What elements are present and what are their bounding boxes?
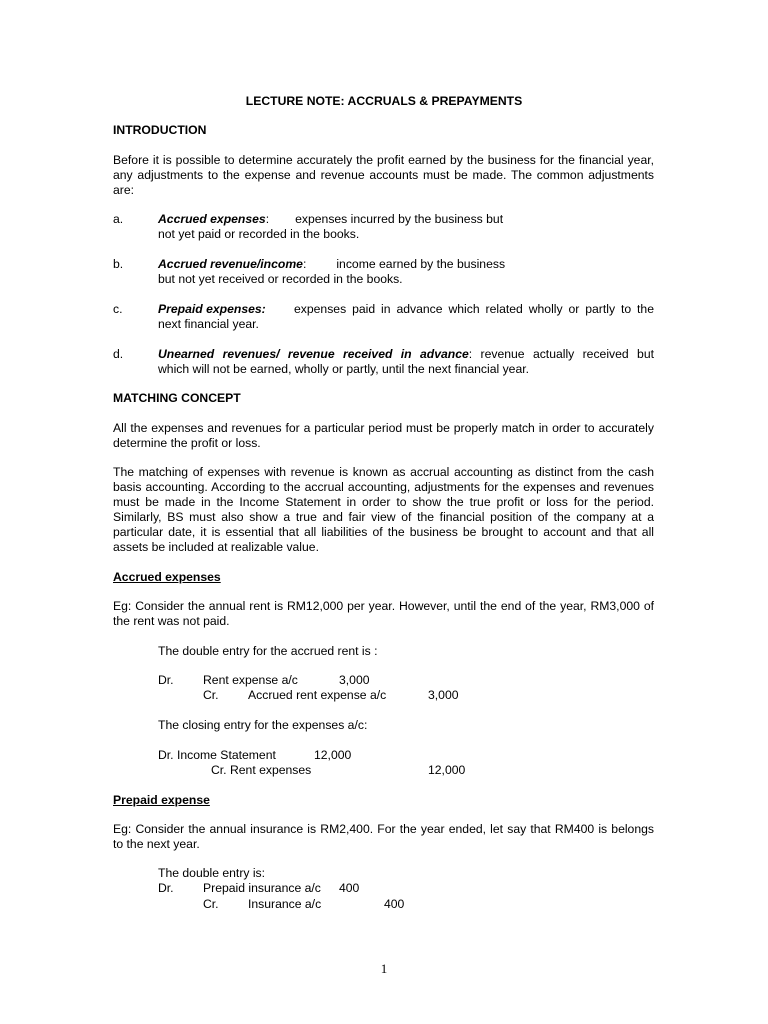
accrued-expenses-heading: Accrued expenses [113, 570, 221, 584]
list-item-accrued-revenue [158, 257, 654, 287]
accrued-dr-amount: 3,000 [339, 673, 370, 687]
item-sep: : [302, 257, 307, 271]
item-line2: next financial year. [158, 317, 259, 331]
closing-cr-amount: 12,000 [428, 763, 466, 777]
page-number: 1 [380, 961, 388, 976]
prepaid-cr-account: Insurance a/c [248, 897, 322, 911]
item-term: Accrued revenue/income [158, 257, 303, 271]
closing-dr-amount: 12,000 [314, 748, 352, 762]
page-title: LECTURE NOTE: ACCRUALS & PREPAYMENTS [245, 94, 523, 108]
item-line1: revenue actually received but [480, 347, 654, 361]
item-term: Accrued expenses [158, 212, 266, 226]
item-sep: : [265, 212, 270, 226]
item-letter-a: a. [113, 212, 124, 226]
accrued-dr-account: Rent expense a/c [203, 673, 298, 687]
item-line2: but not yet received or recorded in the books. [158, 272, 403, 286]
item-letter-d: d. [113, 347, 124, 361]
accrued-dr-label: Dr. [158, 673, 174, 687]
accrued-cr-account: Accrued rent expense a/c [248, 688, 387, 702]
accrued-example: Eg: Consider the annual rent is RM12,000 per year. However, until the end of the year, RM3,000 of the rent was not paid. [113, 599, 654, 628]
prepaid-double-entry-intro: The double entry is: [158, 866, 266, 880]
prepaid-cr-amount: 400 [384, 897, 405, 911]
introduction-paragraph: Before it is possible to determine accurately the profit earned by the business for the financial year, any adjustments to the expense and revenue accounts must be made. The common adjustments are: [113, 153, 654, 197]
accrued-cr-label: Cr. [203, 688, 219, 702]
introduction-heading: INTRODUCTION [113, 123, 207, 137]
prepaid-cr-label: Cr. [203, 897, 219, 911]
list-item-prepaid-expenses [158, 302, 654, 332]
accrued-cr-amount: 3,000 [428, 688, 459, 702]
item-line1: expenses paid in advance which related wholly or partly to the [294, 302, 654, 316]
item-line2: which will not be earned, wholly or partly, until the next financial year. [158, 362, 530, 376]
prepaid-example: Eg: Consider the annual insurance is RM2,400. For the year ended, let say that RM400 is belongs to the next year. [113, 822, 654, 851]
item-term: Prepaid expenses: [158, 302, 266, 316]
matching-concept-heading: MATCHING CONCEPT [113, 391, 241, 405]
prepaid-dr-account: Prepaid insurance a/c [203, 881, 321, 895]
closing-cr: Cr. Rent expenses [211, 763, 312, 777]
list-item-unearned-revenues [158, 347, 654, 377]
item-letter-b: b. [113, 257, 124, 271]
item-letter-c: c. [113, 302, 123, 316]
item-line1: expenses incurred by the business but [295, 212, 504, 226]
item-line2: not yet paid or recorded in the books. [158, 227, 360, 241]
item-sep: : [468, 347, 473, 361]
prepaid-dr-amount: 400 [339, 881, 360, 895]
item-term: Unearned revenues/ revenue received in advance [158, 347, 469, 361]
accrued-double-entry-intro: The double entry for the accrued rent is : [158, 644, 378, 658]
matching-paragraph-2: The matching of expenses with revenue is known as accrual accounting as distinct from the cash basis accounting. According to the accrual accounting, adjustments for the expenses and revenues must be made in the Income Statement in order to show the true profit or loss for the period. Similarly, BS must also show a true and fair view of the financial position of the company at a particular date, it is essential that all liabilities of the business be brought to account and that all assets be included at realizable value. [113, 465, 654, 554]
list-item-accrued-expenses [158, 212, 654, 242]
matching-paragraph-1: All the expenses and revenues for a particular period must be properly match in order to accurately determine the profit or loss. [113, 421, 654, 450]
prepaid-dr-label: Dr. [158, 881, 174, 895]
closing-entry-intro: The closing entry for the expenses a/c: [158, 718, 368, 732]
prepaid-expense-heading: Prepaid expense [113, 793, 210, 807]
closing-dr: Dr. Income Statement [158, 748, 276, 762]
item-line1: income earned by the business [336, 257, 506, 271]
